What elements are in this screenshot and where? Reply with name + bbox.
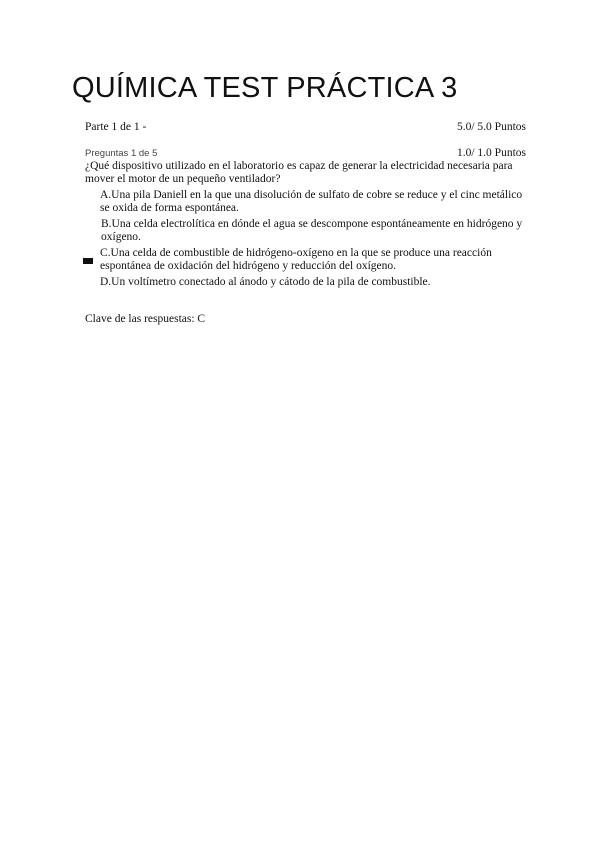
answer-option-text: C.Una celda de combustible de hidrógeno-oxígeno en la que se produce una reacción espontánea de oxidación del hidrógeno y reducción del oxígeno. xyxy=(100,247,492,272)
page-title: QUÍMICA TEST PRÁCTICA 3 xyxy=(72,72,458,104)
selected-answer-marker xyxy=(83,258,93,264)
part-label: Parte 1 de 1 - xyxy=(85,121,147,133)
answer-options xyxy=(85,189,525,292)
answer-option-c[interactable] xyxy=(85,247,525,273)
part-header xyxy=(85,121,526,134)
part-points: 5.0/ 5.0 Puntos xyxy=(456,121,526,133)
question-points: 1.0/ 1.0 Puntos xyxy=(456,147,526,159)
answer-option-b[interactable] xyxy=(85,218,525,244)
answer-option-a[interactable] xyxy=(85,189,525,215)
answer-option-d[interactable] xyxy=(85,276,525,289)
question-text: ¿Qué dispositivo utilizado en el laboratorio es capaz de generar la electricidad necesaria para mover el motor de un pequeño ventilador? xyxy=(85,160,513,185)
question-header xyxy=(85,147,526,160)
answer-option-text: D.Un voltímetro conectado al ánodo y cátodo de la pila de combustible. xyxy=(100,276,431,288)
question-counter: Preguntas 1 de 5 xyxy=(85,148,158,159)
answer-option-text: A.Una pila Daniell en la que una disolución de sulfato de cobre se reduce y el cinc metálico se oxida de forma espontánea. xyxy=(100,189,523,214)
answer-key: Clave de las respuestas: C xyxy=(85,313,206,325)
answer-option-text: B.Una celda electrolítica en dónde el agua se descompone espontáneamente en hidrógeno y oxígeno. xyxy=(101,218,523,243)
